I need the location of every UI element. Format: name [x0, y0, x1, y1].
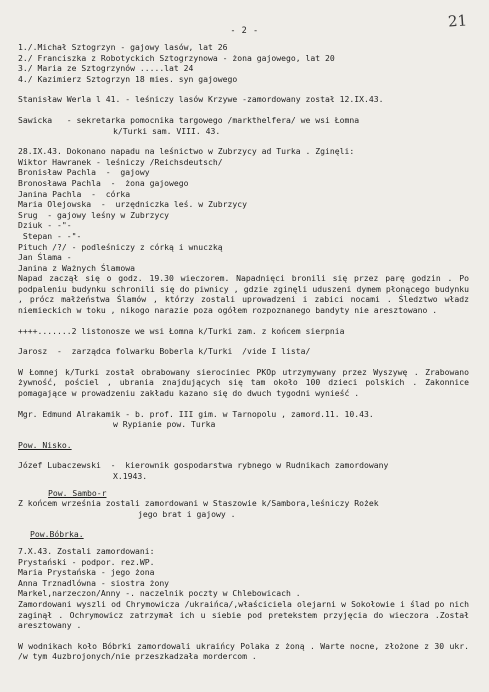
document-body: [18, 42, 469, 662]
list-item: Markel,narzeczon/Anny -. naczelnik poczty w Chlebowicach .: [18, 588, 301, 599]
handwritten-page-number: 21: [447, 11, 468, 31]
bobrka-paragraph: Zamordowani wyszli od Chrymowicza /ukraińca/,właściciela olejarni w Sokołowie i ślad po nich zaginął . Ochrymowicz zatrzymał ich u siebie pod pretekstem przyjęcia do wieczora .Został aresztowany .: [18, 598, 469, 631]
sambor-entry-cont: jego brat i gajowy .: [138, 508, 236, 519]
lubaczewski-entry: Józef Lubaczewski - kierownik gospodarstwa rybnego w Rudnikach zamordowany: [18, 460, 389, 471]
alrakamik-entry-cont: w Rypianie pow. Turka: [113, 419, 216, 430]
list-item: 2./ Franciszka z Robotyckich Sztogrzynowa - żona gajowego, lat 20: [18, 52, 335, 63]
section-heading-bobrka: Pow.Bóbrka.: [30, 529, 84, 540]
list-item: Maria Olejowska - urzędniczka leś. w Zubrzycy: [18, 199, 248, 210]
list-item: Dziuk - -"-: [18, 220, 72, 231]
sambor-entry: Z końcem września zostali zamordowani w Staszowie k/Sambora,leśniczy Rożek: [18, 498, 379, 509]
list-item: Wiktor Hawranek - leśniczy /Reichsdeutsch/: [18, 156, 223, 167]
lomna-entry: ++++.......2 listonosze we wsi Łomna k/Turki zam. z końcem sierpnia: [18, 325, 345, 336]
final-paragraph: W wodnikach koło Bóbrki zamordowali ukraińcy Polaka z żoną . Warte nocne, złożone z 30 ukr. /w tym 4uzbrojonych/nie przeszkadzała mordercom .: [18, 640, 469, 662]
list-item: Janina Pachla - córka: [18, 188, 131, 199]
sawicka-entry-cont: k/Turki sam. VIII. 43.: [113, 125, 221, 136]
list-item: Jan Ślama -: [18, 252, 72, 263]
zubrzyca-attack-list: [18, 146, 469, 273]
page-number: - 2 -: [230, 26, 259, 36]
werla-entry: Stanisław Werla l 41. - leśniczy lasów Krzywe -zamordowany został 12.IX.43.: [18, 94, 384, 105]
list-item: Stepan - -"-: [18, 230, 82, 241]
list-item: Bronisław Pachla - gajowy: [18, 167, 150, 178]
attack-paragraph: Napad zaczął się o godz. 19.30 wieczorem. Napadnięci bronili się przez parę godzin . Po podpaleniu budynku schronili się do piwnicy , gdzie zginęli uduszeni dymem płonącego budynku , prócz małżeństwa Ślamów , którzy zostali uprowadzeni i zabici nocami . Śledztwo władz niemieckich w toku , nikogo narazie poza ogółem rozpoznanego bandyty nie aresztowano .: [18, 273, 469, 316]
list-item: 4./ Kazimierz Sztogrzyn 18 mies. syn gajowego: [18, 73, 238, 84]
jarosz-entry: Jarosz - zarządca folwarku Boberla k/Turki /vide I lista/: [18, 346, 311, 357]
list-item: Janina z Ważnych Ślamowa: [18, 262, 135, 273]
list-item: 28.IX.43. Dokonano napadu na leśnictwo w Zubrzycy ad Turka . Zginęli:: [18, 146, 355, 157]
list-item: 7.X.43. Zostali zamordowani:: [18, 545, 155, 556]
lubaczewski-entry-cont: X.1943.: [113, 471, 148, 481]
bobrka-list: [18, 546, 469, 599]
victims-list-1: [18, 42, 469, 84]
list-item: Prystański - podpor. rez.WP.: [18, 556, 155, 567]
list-item: Pituch /?/ - podleśniczy z córką i wnuczką: [18, 241, 223, 252]
list-item: Anna Trznadlówna - siostra żony: [18, 577, 170, 588]
orphanage-paragraph: W Łomnej k/Turki został obrabowany sierociniec PKOp utrzymywany przez Wyszywę . Zrabowano żywność, pościel , ubrania znajdujących się tam około 100 dzieci polskich . Zakonnice pomagające w prowadzeniu zakładu kazano się do dwuch tygodni wynieść .: [18, 366, 469, 399]
alrakamik-entry: Mgr. Edmund Alrakamik - b. prof. III gim. w Tarnopolu , zamord.11. 10.43.: [18, 408, 374, 419]
list-item: 3./ Maria ze Sztogrzynów .....lat 24: [18, 63, 194, 74]
section-heading-nisko: Pow. Nisko.: [18, 439, 72, 450]
list-item: 1./.Michał Sztogrzyn - gajowy lasów, lat 26: [18, 42, 228, 52]
list-item: Bronosława Pachla - żona gajowego: [18, 177, 189, 188]
list-item: Maria Prystańska - jego żona: [18, 567, 155, 578]
section-heading-sambor: Pow. Sambo-r: [48, 487, 107, 498]
list-item: Srug - gajowy leśny w Zubrzycy: [18, 209, 170, 220]
sawicka-entry: Sawicka - sekretarka pomocnika targowego /markthelfera/ we wsi Łomna: [18, 114, 360, 125]
